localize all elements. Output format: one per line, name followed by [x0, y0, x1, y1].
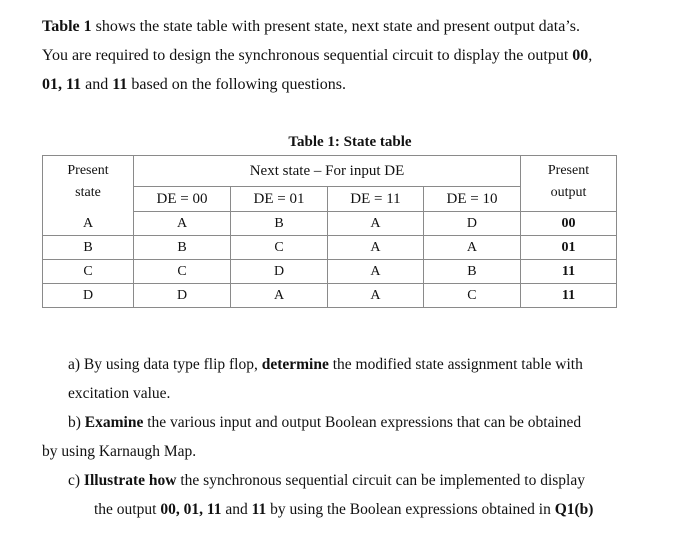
question-b-text-rest: the various input and output Boolean expressions that can be obtained: [143, 414, 582, 431]
question-b-line-2: by using Karnaugh Map.: [42, 443, 197, 460]
output-cell: 00: [521, 212, 617, 236]
next-state-cell: A: [328, 260, 424, 284]
state-table: [42, 155, 617, 308]
next-state-cell: D: [134, 284, 231, 308]
question-a-line-2: excitation value.: [68, 385, 171, 402]
next-state-cell: A: [328, 284, 424, 308]
next-state-cell: C: [134, 260, 231, 284]
intro-and: and: [81, 76, 113, 93]
intro-output-1: 00: [572, 47, 589, 64]
present-state-header-line-1: Present: [67, 163, 109, 178]
next-state-cell: B: [423, 260, 520, 284]
table-reference: Table 1: [42, 18, 92, 35]
question-a-text-rest: the modified state assignment table with: [328, 356, 583, 373]
question-c-line-2: [42, 495, 642, 524]
table-row: [43, 284, 617, 308]
question-c-line-2-mid: by using the Boolean expressions obtained in: [266, 501, 555, 518]
next-state-cell: D: [423, 212, 520, 236]
intro-line-1: [42, 12, 662, 41]
question-c-keyword: Illustrate how: [83, 472, 177, 489]
intro-line-3: [42, 70, 662, 99]
question-b-prefix: b): [68, 414, 85, 431]
next-state-cell: A: [423, 236, 520, 260]
next-state-cell: A: [328, 212, 424, 236]
intro-line-2-text: You are required to design the synchronous sequential circuit to display the output: [42, 47, 573, 64]
state-cell: B: [43, 236, 134, 260]
question-c-and: and: [221, 501, 252, 518]
intro-output-3: 11: [112, 76, 128, 93]
present-state-header: [43, 156, 134, 212]
question-b-keyword: Examine: [84, 414, 144, 431]
next-state-cell: D: [231, 260, 328, 284]
question-b-line-1: [42, 408, 642, 437]
next-state-cell: A: [328, 236, 424, 260]
question-c-outputs: 00, 01, 11: [160, 501, 222, 518]
intro-paragraph: [42, 12, 662, 99]
present-output-header-line-1: Present: [547, 163, 590, 178]
output-cell: 11: [521, 284, 617, 308]
present-output-header-line-2: output: [550, 185, 587, 200]
table-caption: Table 1: State table: [288, 134, 412, 150]
question-a-keyword: determine: [261, 356, 329, 373]
next-state-cell: C: [423, 284, 520, 308]
questions: [42, 350, 642, 524]
next-state-header: Next state – For input DE: [134, 156, 521, 187]
table-row: [43, 212, 617, 236]
intro-line-2: [42, 41, 662, 70]
question-c-prefix: c): [68, 472, 84, 489]
input-column-header: DE = 10: [423, 187, 520, 212]
next-state-cell: C: [231, 236, 328, 260]
next-state-cell: B: [134, 236, 231, 260]
input-column-header: DE = 11: [328, 187, 424, 212]
question-c-output-4: 11: [251, 501, 267, 518]
next-state-cell: A: [231, 284, 328, 308]
state-cell: D: [43, 284, 134, 308]
question-a-text: a) By using data type flip flop,: [68, 356, 262, 373]
question-c-reference: Q1(b): [554, 501, 594, 518]
intro-output-2: 01, 11: [42, 76, 82, 93]
state-cell: C: [43, 260, 134, 284]
table-row: [43, 236, 617, 260]
question-c-line-2-text: the output: [94, 501, 161, 518]
output-cell: 01: [521, 236, 617, 260]
next-state-cell: B: [231, 212, 328, 236]
input-column-header: DE = 01: [231, 187, 328, 212]
table-row: [43, 260, 617, 284]
intro-line-3-text: based on the following questions.: [127, 76, 346, 93]
table-header-row: [43, 156, 617, 187]
question-c-line-1: [42, 466, 642, 495]
input-column-header: DE = 00: [134, 187, 231, 212]
question-c-text-rest: the synchronous sequential circuit can be implemented to display: [176, 472, 585, 489]
state-cell: A: [43, 212, 134, 236]
intro-separator: ,: [588, 47, 593, 64]
question-a-line-1: [42, 350, 642, 379]
present-state-header-line-2: state: [75, 185, 101, 200]
output-cell: 11: [521, 260, 617, 284]
intro-line-1-text: shows the state table with present state, next state and present output data’s.: [91, 18, 580, 35]
present-output-header: [521, 156, 617, 212]
next-state-cell: A: [134, 212, 231, 236]
